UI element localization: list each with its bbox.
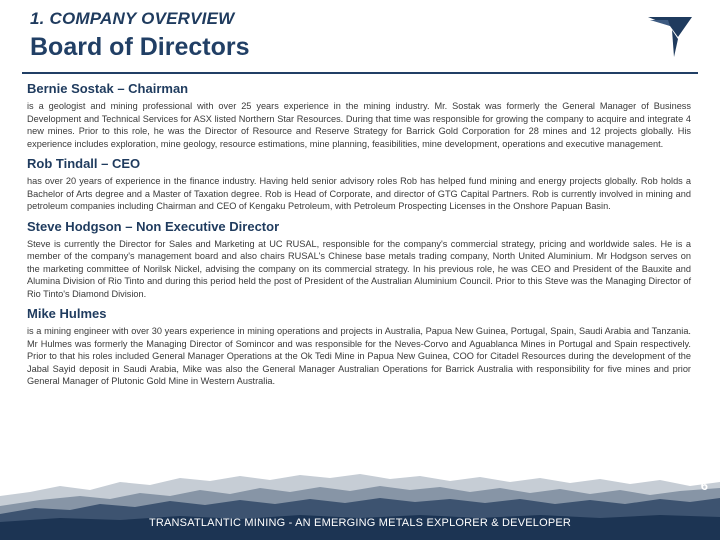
directors-list	[27, 81, 691, 394]
director-name: Steve Hodgson – Non Executive Director	[27, 218, 280, 234]
director-bio	[27, 219, 691, 301]
footer	[0, 466, 720, 540]
section-label: 1. COMPANY OVERVIEW	[30, 9, 235, 28]
director-bio	[27, 306, 691, 388]
director-description: Steve is currently the Director for Sales and Marketing at UC RUSAL, responsible for the company's commercial strategy, pricing and worldwide sales. He is a member of the company's management board and also chairs RUSAL's Chinese base metals trading company, North United Aluminium. Mr Hodgson serves on the marketing committee of Norilsk Nickel, advising the company on its commercial strategy. In his previous role, he was CEO and President of the Bauxite and Alumina Division of Rio Tinto and during this period held the post of President of the Australian Aluminium Council. Prior to this Steve was the Managing Director of Rio Tinto's Diamond Division.	[27, 238, 691, 299]
director-name: Bernie Sostak – Chairman	[27, 81, 189, 96]
director-name: Mike Hulmes	[27, 306, 107, 321]
director-name: Rob Tindall – CEO	[27, 156, 141, 171]
director-description: is a geologist and mining professional with over 25 years experience in the mining industry. Mr. Sostak was formerly the General Manager of Business Development and Technical Services for ASX listed Northern Star Resources. During that time was responsible for growing the company to acquire and integrate 4 new mines. Prior to this role, he was the Director of Resource and Reserve Strategy for Barrick Gold Corporation for 28 mines and 12 projects globally. His experience includes exploration, mine geology, resource estimations, mine planning, feasibilities, mine development, operations and executive management.	[27, 101, 691, 149]
director-bio	[27, 156, 691, 213]
director-bio	[27, 81, 691, 150]
director-description: has over 20 years of experience in the finance industry. Having held senior advisory roles Rob has helped fund mining and energy projects globally. Rob holds a Bachelor of Arts degree and a Master of Taxation degree. Rob is Head of Corporate, and director of GTG Capital Partners. Rob is currently involved in mining and petroleum companies including Chairman and CEO of Kengaku Petroleum, with Petroleum Prospecting Licenses in the Onshore Papuan Basin.	[27, 176, 691, 211]
footer-tagline: TRANSATLANTIC MINING - AN EMERGING METALS EXPLORER & DEVELOPER	[148, 517, 572, 529]
page-title: Board of Directors	[30, 33, 250, 61]
transatlantic-mining-logo-icon	[648, 17, 692, 57]
title-divider	[22, 72, 698, 74]
page-number: 6	[700, 478, 708, 493]
director-description: is a mining engineer with over 30 years experience in mining operations and projects in Australia, Papua New Guinea, Portugal, Spain, Saudi Arabia and Tanzania. Mr Hulmes was formerly the Managing Director of Somincor and was responsible for the Neves-Corvo and Aguablanca Mines in Portugal and Spain respectively. Prior to that his roles included General Manager Operations at the Ok Tedi Mine in Papua New Guinea, COO for Citadel Resources during the development of the Jabal Sayid deposit in Saudi Arabia, Mike was also the General Manager Australian Operations for Barrick Australia with responsibility for five mines and prior General Manager of Plutonic Gold Mine in Western Australia.	[27, 326, 691, 386]
